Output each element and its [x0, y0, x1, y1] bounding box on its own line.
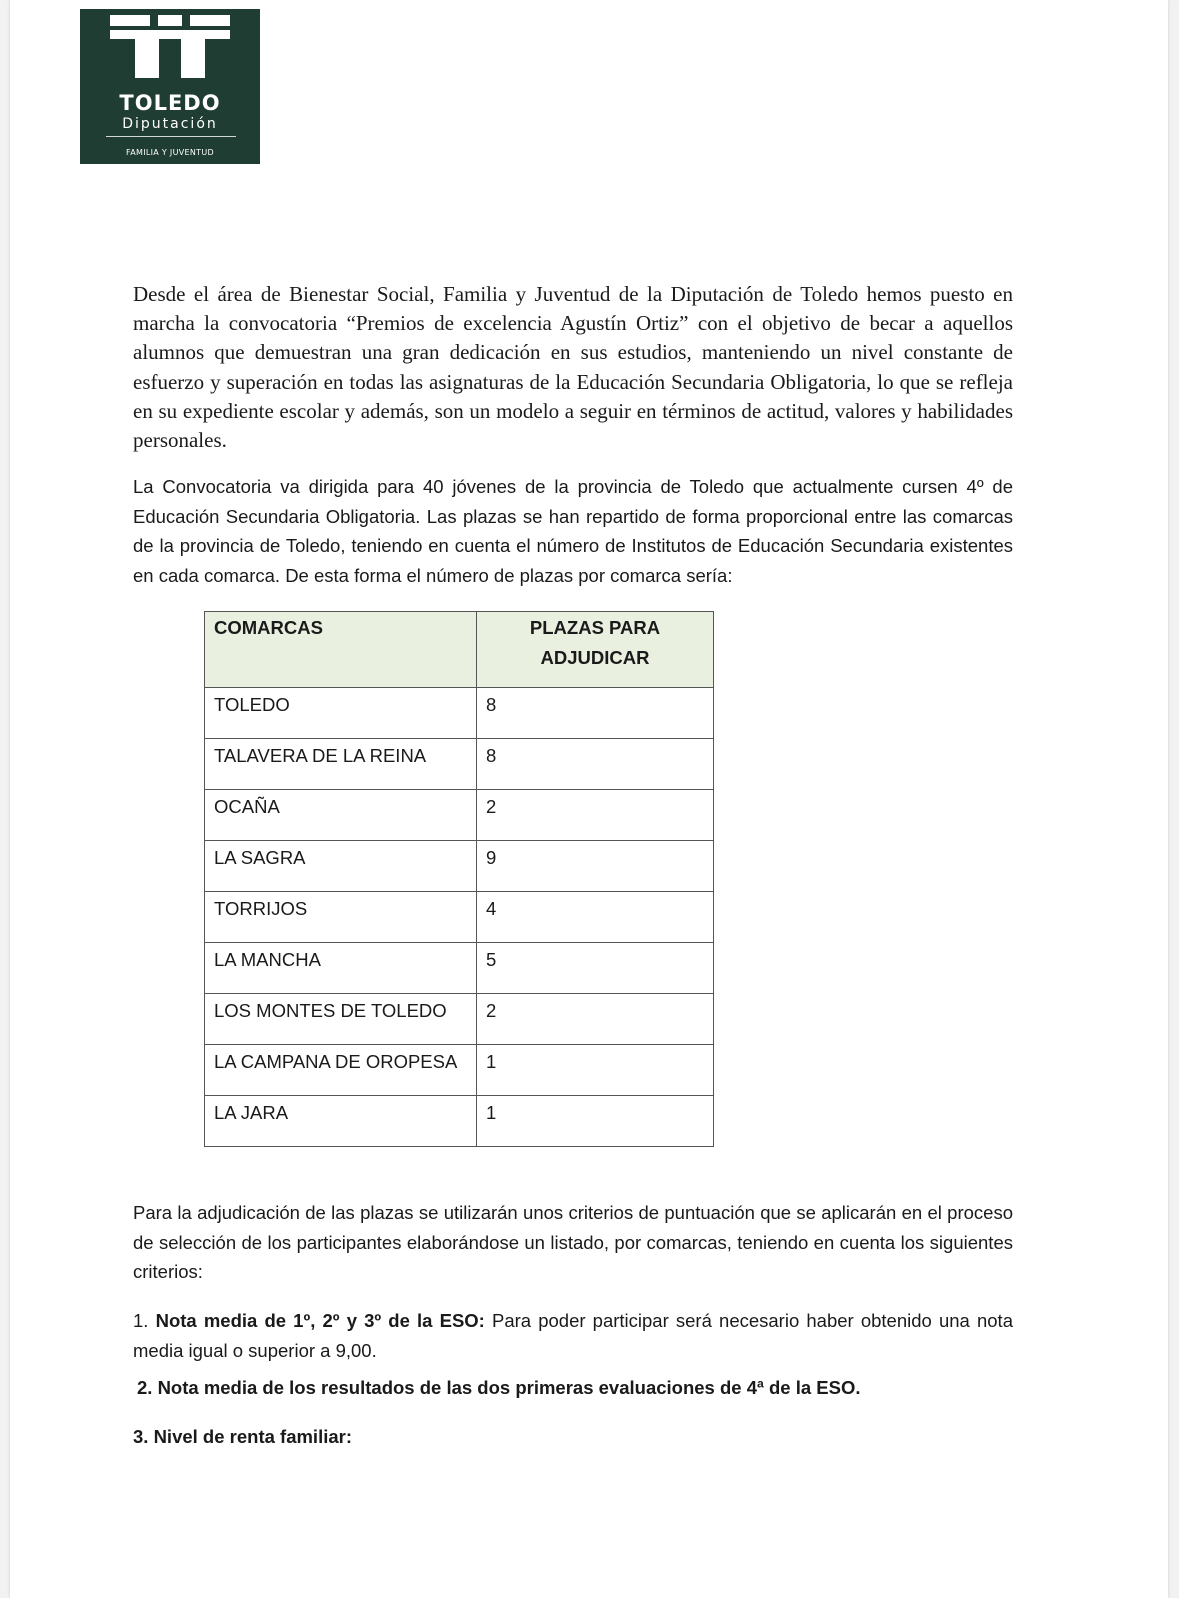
- plazas-cell: 8: [477, 688, 714, 739]
- table-row: [205, 841, 714, 892]
- table-row: [205, 739, 714, 790]
- header-plazas: PLAZAS PARA ADJUDICAR: [477, 612, 714, 688]
- adjudicacion-paragraph: Para la adjudicación de las plazas se utilizarán unos criterios de puntuación que se aplicarán en el proceso de selección de los participantes elaborándose un listado, por comarcas, teniendo en cuenta los siguientes criterios:: [133, 1202, 1013, 1282]
- table-row: [205, 892, 714, 943]
- comarca-cell: OCAÑA: [205, 790, 477, 841]
- plazas-cell: 2: [477, 994, 714, 1045]
- criterion-1: [133, 1306, 1013, 1365]
- table-row: [205, 1096, 714, 1147]
- table-row: [205, 1045, 714, 1096]
- table-row: [205, 688, 714, 739]
- plazas-cell: 1: [477, 1096, 714, 1147]
- criterion-2: 2. Nota media de los resultados de las dos primeras evaluaciones de 4ª de la ESO.: [137, 1377, 861, 1398]
- criterion-3: 3. Nivel de renta familiar:: [133, 1426, 353, 1447]
- intro-paragraph: Desde el área de Bienestar Social, Familia y Juventud de la Diputación de Toledo hemos puesto en marcha la convocatoria “Premios de excelencia Agustín Ortiz” con el objetivo de becar a aquellos alumnos que demuestran una gran dedicación en sus estudios, manteniendo un nivel constante de esfuerzo y superación en todas las asignaturas de la Educación Secundaria Obligatoria, lo que se refleja en su expediente escolar y además, son un modelo a seguir en términos de actitud, valores y habilidades personales.: [133, 282, 1013, 453]
- logo-title: TOLEDO: [119, 91, 221, 115]
- comarcas-table: [204, 611, 714, 1147]
- comarca-cell: TOLEDO: [205, 688, 477, 739]
- comarca-cell: LOS MONTES DE TOLEDO: [205, 994, 477, 1045]
- table-row: [205, 790, 714, 841]
- document-page: [10, 0, 1168, 1598]
- criterion-1-title: Nota media de 1º, 2º y 3º de la ESO:: [155, 1310, 485, 1331]
- logo-subtitle: Diputación: [122, 116, 218, 132]
- comarca-cell: TORRIJOS: [205, 892, 477, 943]
- logo-emblem-icon: [80, 9, 260, 89]
- logo-tagline: FAMILIA Y JUVENTUD: [126, 148, 214, 157]
- plazas-cell: 1: [477, 1045, 714, 1096]
- convocatoria-paragraph: La Convocatoria va dirigida para 40 jóvenes de la provincia de Toledo que actualmente cursen 4º de Educación Secundaria Obligatoria. Las plazas se han repartido de forma proporcional entre las comarcas de la provincia de Toledo, teniendo en cuenta el número de Institutos de Educación Secundaria existentes en cada comarca. De esta forma el número de plazas por comarca sería:: [133, 476, 1013, 586]
- comarca-cell: TALAVERA DE LA REINA: [205, 739, 477, 790]
- table-row: [205, 943, 714, 994]
- comarca-cell: LA SAGRA: [205, 841, 477, 892]
- table-header-row: [205, 612, 714, 688]
- criterion-1-number: 1.: [133, 1310, 156, 1331]
- plazas-cell: 9: [477, 841, 714, 892]
- criterion-1-text: Para poder participar será necesario haber obtenido una nota media igual o superior a 9,00.: [133, 1310, 1013, 1361]
- header-comarcas: COMARCAS: [205, 612, 477, 688]
- logo-divider: [106, 136, 236, 137]
- plazas-cell: 8: [477, 739, 714, 790]
- comarca-cell: LA MANCHA: [205, 943, 477, 994]
- plazas-cell: 2: [477, 790, 714, 841]
- comarca-cell: LA JARA: [205, 1096, 477, 1147]
- plazas-cell: 5: [477, 943, 714, 994]
- toledo-diputacion-logo: [80, 9, 260, 164]
- plazas-cell: 4: [477, 892, 714, 943]
- comarca-cell: LA CAMPANA DE OROPESA: [205, 1045, 477, 1096]
- table-row: [205, 994, 714, 1045]
